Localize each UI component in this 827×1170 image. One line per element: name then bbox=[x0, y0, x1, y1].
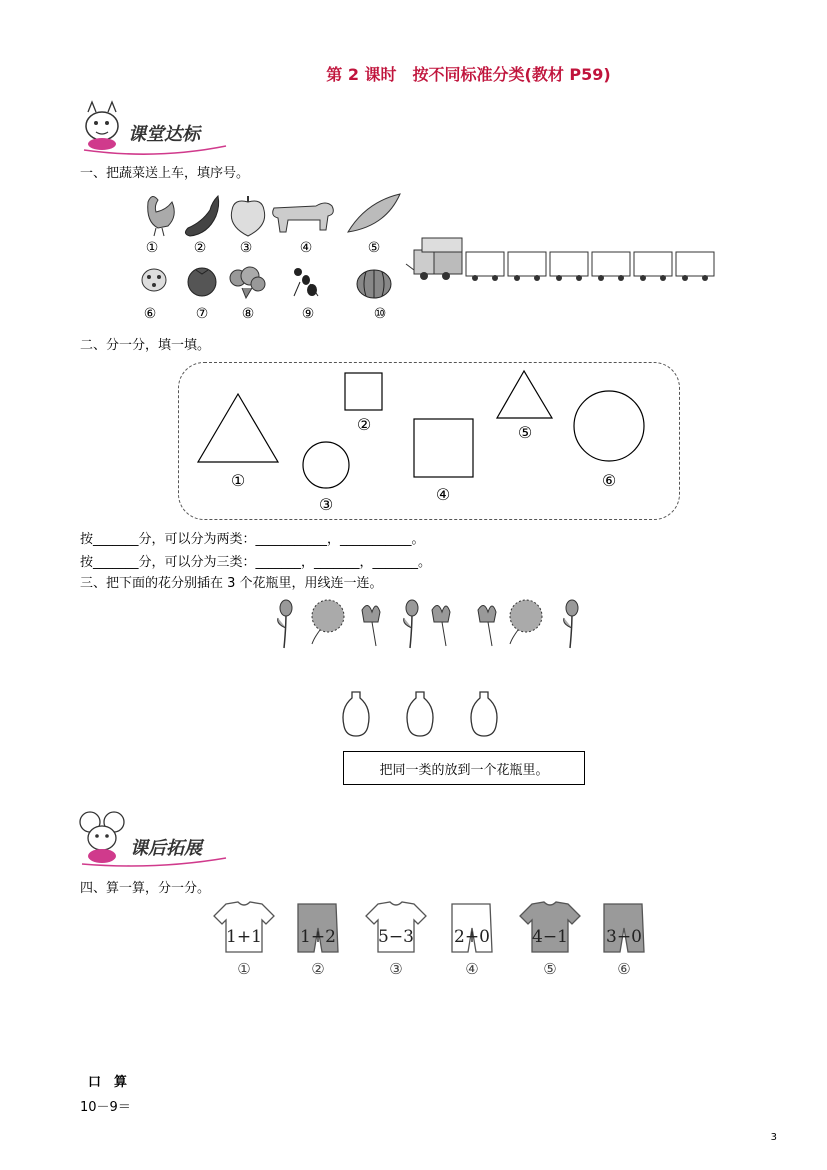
shape-1-triangle bbox=[198, 394, 278, 462]
ant-icon bbox=[294, 268, 318, 296]
banner-title: 课堂达标 bbox=[128, 124, 200, 145]
fill-line-2[interactable]: 按_______分，可以分为三类：_______，_______，_______。 bbox=[80, 555, 432, 570]
item-number-2: ② bbox=[193, 240, 207, 256]
eggplant-icon bbox=[185, 196, 218, 236]
question-2-prompt: 二、分一分，填一填。 bbox=[80, 338, 211, 353]
clothes-expression: 1+2 bbox=[300, 927, 336, 947]
shape-number-3: ③ bbox=[318, 495, 334, 514]
rose-icon bbox=[278, 600, 292, 648]
banner-after-class bbox=[76, 806, 236, 868]
shapes-drawing bbox=[178, 362, 680, 520]
rose-icon bbox=[564, 600, 578, 648]
clothes-expression: 5−3 bbox=[378, 927, 414, 947]
item-number-5: ⑤ bbox=[367, 240, 381, 256]
pumpkin-icon bbox=[357, 270, 391, 298]
shape-number-4: ④ bbox=[435, 485, 451, 504]
page-title: 第 2 课时 按不同标准分类(教材 P59) bbox=[326, 65, 611, 84]
shorts-icon bbox=[604, 904, 644, 978]
train-car-6 bbox=[676, 252, 714, 281]
oral-expression[interactable]: 10－9＝ bbox=[80, 1100, 131, 1115]
rose-icon bbox=[404, 600, 418, 648]
question-1-prompt: 一、把蔬菜送上车，填序号。 bbox=[80, 166, 250, 181]
pepper-icon bbox=[231, 196, 264, 236]
shape-3-circle bbox=[303, 442, 349, 488]
shape-2-square bbox=[345, 373, 382, 410]
ox-icon bbox=[273, 203, 334, 232]
pea-pod-icon bbox=[348, 194, 400, 232]
shirt-icon bbox=[520, 902, 580, 978]
question-3-prompt: 三、把下面的花分别插在 3 个花瓶里，用线连一连。 bbox=[80, 576, 383, 591]
shape-5-triangle bbox=[497, 371, 552, 418]
clothes-expression: 4−1 bbox=[532, 927, 568, 947]
clothes-expression: 2+0 bbox=[454, 927, 490, 947]
item-number-8: ⑧ bbox=[241, 306, 255, 322]
rooster-icon bbox=[148, 196, 175, 236]
clothes-number: ③ bbox=[389, 960, 403, 978]
train-car-4 bbox=[592, 252, 630, 281]
train-car-5 bbox=[634, 252, 672, 281]
shape-number-1: ① bbox=[230, 471, 246, 490]
clothes-expression: 3−0 bbox=[606, 927, 642, 947]
instruction-note-text: 把同一类的放到一个花瓶里。 bbox=[379, 762, 549, 778]
tomato-icon bbox=[188, 268, 216, 296]
item-number-10: ⑩ bbox=[373, 306, 387, 322]
shape-number-5: ⑤ bbox=[517, 423, 533, 442]
tulip-icon bbox=[478, 605, 496, 646]
page-number: 3 bbox=[770, 1132, 777, 1143]
train-car-2 bbox=[508, 252, 546, 281]
item-number-9: ⑨ bbox=[301, 306, 315, 322]
clothes-number: ② bbox=[311, 960, 325, 978]
vases-row bbox=[338, 690, 508, 740]
shape-number-2: ② bbox=[356, 415, 372, 434]
train-car-3 bbox=[550, 252, 588, 281]
item-number-1: ① bbox=[145, 240, 159, 256]
item-number-6: ⑥ bbox=[143, 306, 157, 322]
question-4-prompt: 四、算一算，分一分。 bbox=[80, 881, 211, 896]
ladybug-icon bbox=[142, 269, 166, 291]
cauliflower-icon bbox=[230, 267, 265, 298]
clothes-row bbox=[206, 898, 656, 978]
banner-title: 课后拓展 bbox=[130, 838, 202, 859]
tulip-icon bbox=[362, 605, 380, 646]
item-number-7: ⑦ bbox=[195, 306, 209, 322]
clothes-expression: 1+1 bbox=[226, 927, 262, 947]
instruction-note bbox=[343, 751, 585, 785]
shirt-icon bbox=[366, 902, 426, 978]
shirt-icon bbox=[214, 902, 274, 978]
train-car-1 bbox=[466, 252, 504, 281]
flowers-row bbox=[268, 596, 588, 654]
fill-line-1[interactable]: 按_______分，可以分为两类：___________，___________。 bbox=[80, 532, 425, 547]
item-number-3: ③ bbox=[239, 240, 253, 256]
banner-class-practice bbox=[76, 96, 236, 156]
clothes-number: ⑤ bbox=[543, 960, 557, 978]
clothes-number: ⑥ bbox=[617, 960, 631, 978]
oral-title: 口 算 bbox=[88, 1075, 128, 1090]
clothes-number: ④ bbox=[465, 960, 479, 978]
vegetables-and-train bbox=[130, 188, 730, 328]
train-icon bbox=[406, 238, 462, 280]
vase-2-icon bbox=[407, 692, 433, 736]
shorts-icon bbox=[452, 904, 492, 978]
shape-number-6: ⑥ bbox=[601, 471, 617, 490]
item-number-4: ④ bbox=[299, 240, 313, 256]
chrysanthemum-icon bbox=[510, 600, 542, 644]
shorts-icon bbox=[298, 904, 338, 978]
clothes-number: ① bbox=[237, 960, 251, 978]
vase-3-icon bbox=[471, 692, 497, 736]
chrysanthemum-icon bbox=[312, 600, 344, 644]
shape-6-circle bbox=[574, 391, 644, 461]
vase-1-icon bbox=[343, 692, 369, 736]
tulip-icon bbox=[432, 605, 450, 646]
shape-4-square bbox=[414, 419, 473, 477]
